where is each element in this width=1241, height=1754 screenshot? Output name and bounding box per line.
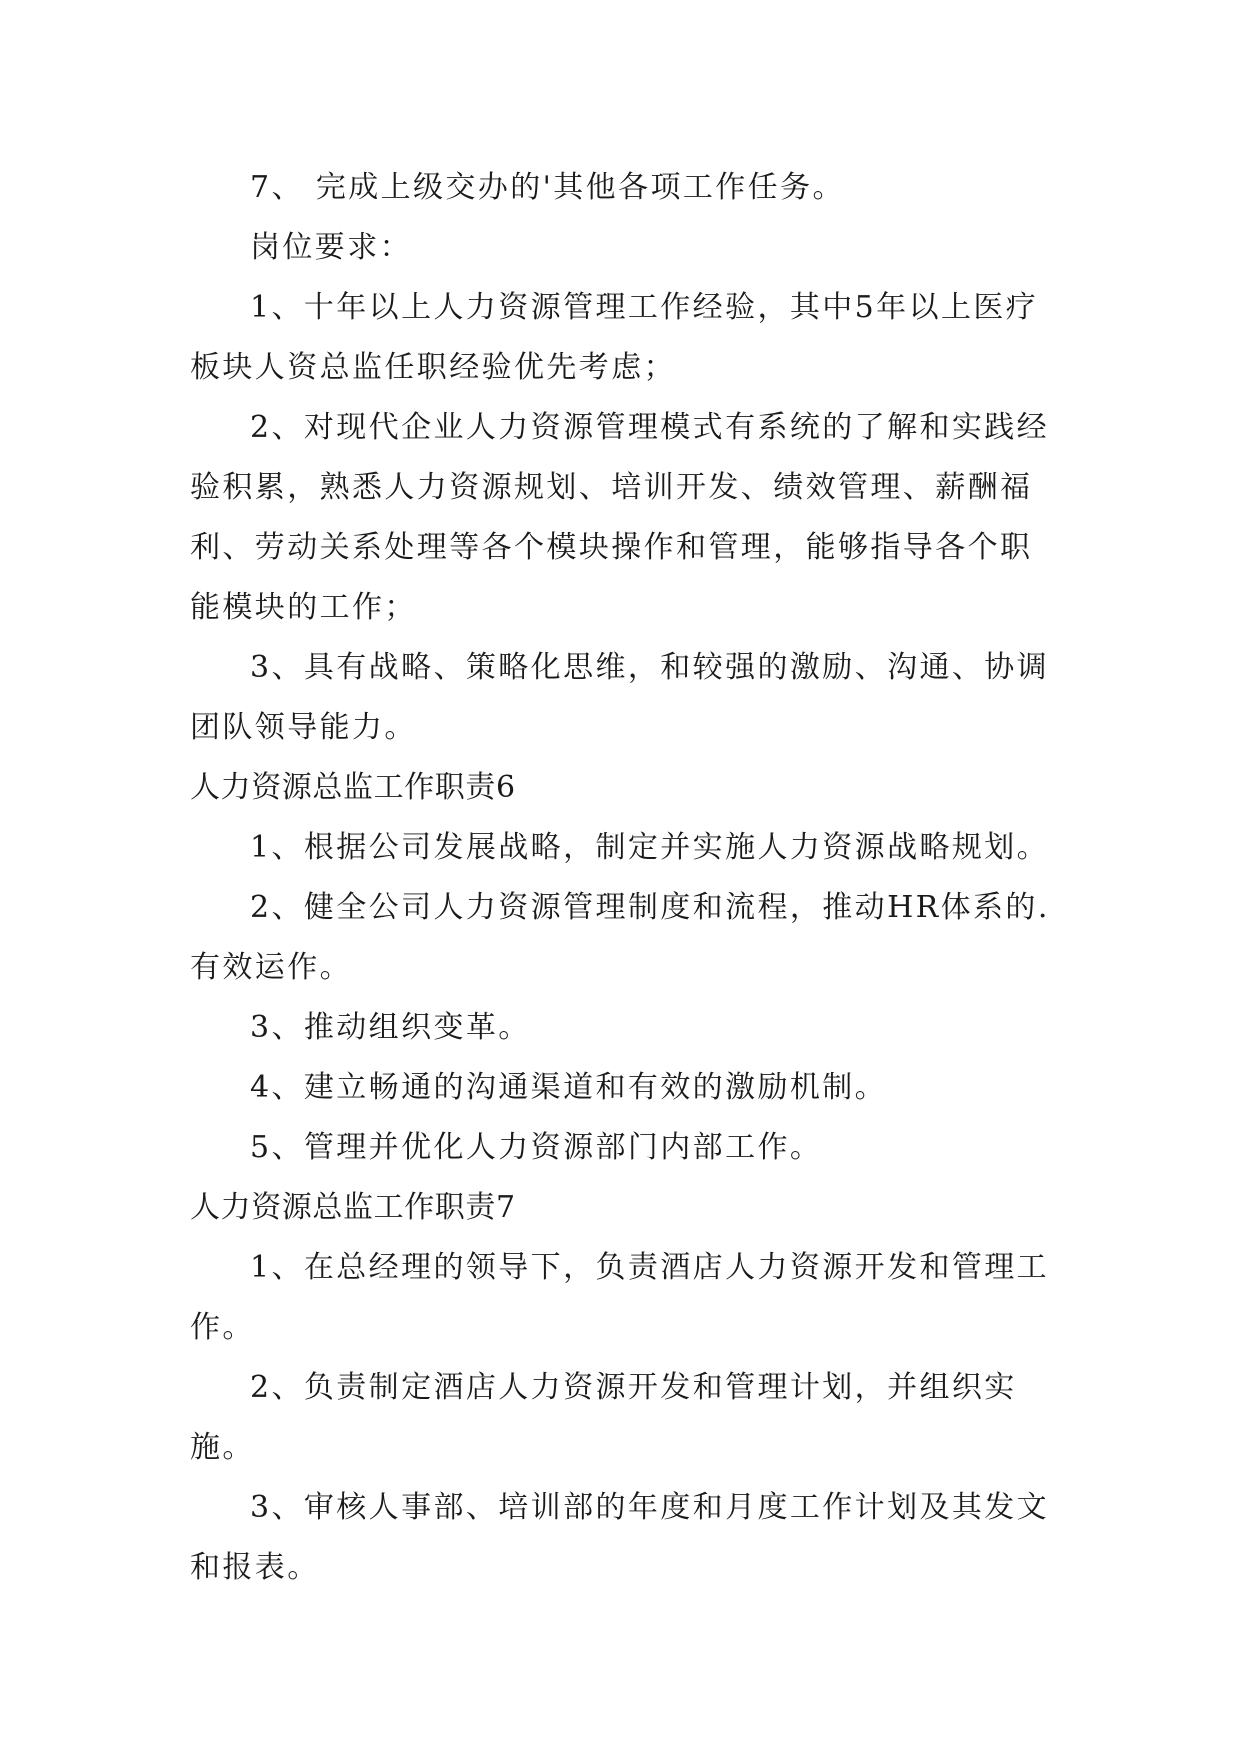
paragraph: 2、对现代企业人力资源管理模式有系统的了解和实践经验积累，熟悉人力资源规划、培训开发、绩效管理、薪酬福利、劳动关系处理等各个模块操作和管理，能够指导各个职能模块的工作； (190, 410, 1050, 625)
section-heading: 人力资源总监工作职责7 (190, 1190, 516, 1225)
paragraph: 5、管理并优化人力资源部门内部工作。 (250, 1130, 823, 1165)
paragraph: 岗位要求： (250, 230, 412, 265)
paragraph: 1、根据公司发展战略，制定并实施人力资源战略规划。 (250, 830, 1050, 865)
paragraph: 7、 完成上级交办的'其他各项工作任务。 (250, 170, 845, 205)
paragraph: 3、推动组织变革。 (250, 1010, 531, 1045)
section-heading: 人力资源总监工作职责6 (190, 770, 516, 805)
paragraph: 3、具有战略、策略化思维，和较强的激励、沟通、协调团队领导能力。 (190, 650, 1050, 745)
paragraph: 1、十年以上人力资源管理工作经验，其中5年以上医疗板块人资总监任职经验优先考虑； (190, 290, 1039, 385)
paragraph: 2、负责制定酒店人力资源开发和管理计划，并组织实施。 (190, 1370, 1017, 1465)
document-body (190, 158, 1052, 1598)
paragraph: 2、健全公司人力资源管理制度和流程，推动HR体系的.有效运作。 (190, 890, 1050, 985)
paragraph: 4、建立畅通的沟通渠道和有效的激励机制。 (250, 1070, 888, 1105)
paragraph: 1、在总经理的领导下，负责酒店人力资源开发和管理工作。 (190, 1250, 1050, 1345)
paragraph: 3、审核人事部、培训部的年度和月度工作计划及其发文和报表。 (190, 1490, 1050, 1585)
